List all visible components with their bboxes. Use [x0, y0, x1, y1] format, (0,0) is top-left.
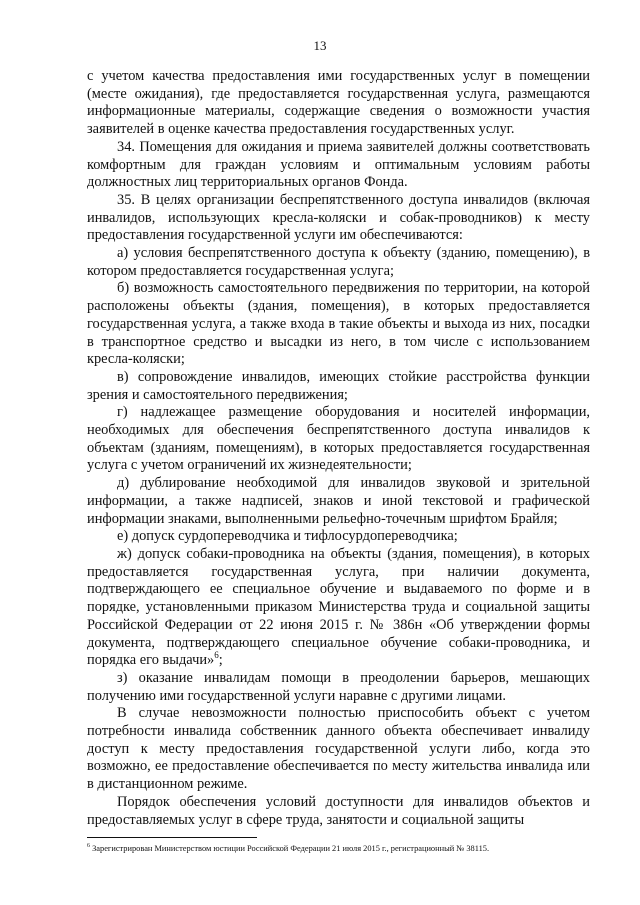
- paragraph: Порядок обеспечения условий доступности для инвалидов объектов и предоставляемых услуг в сфере труда, занятости и социальной защиты: [87, 793, 590, 828]
- footnote: [87, 843, 590, 854]
- paragraph: с учетом качества предоставления ими государственных услуг в помещении (месте ожидания), где предоставляется государственная услуга, размещаются информационные материалы, содержащие сведения о возможности участия заявителей в оценке качества предоставления государственных услуг.: [87, 68, 590, 138]
- subitem-zh: [87, 546, 590, 670]
- paragraph: В случае невозможности полностью приспособить объект с учетом потребности инвалида собственник данного объекта обеспечивает инвалиду доступ к месту предоставления государственной услуги либо, когда это возможно, ее предоставление обеспечивается по месту жительства инвалида или в дистанционном режиме.: [87, 705, 590, 793]
- footnote-text: Зарегистрирован Министерством юстиции Российской Федерации 21 июля 2015 г., регистрационный № 38115.: [92, 844, 490, 853]
- subitem-zh-suffix: ;: [218, 652, 223, 669]
- footnote-marker: 6: [87, 843, 90, 850]
- page-number: 13: [313, 38, 327, 53]
- subitem-e: е) допуск сурдопереводчика и тифлосурдопереводчика;: [117, 528, 458, 545]
- subitem-v: в) сопровождение инвалидов, имеющих стойкие расстройства функции зрения и самостоятельного передвижения;: [87, 368, 590, 403]
- footnote-divider: [87, 837, 257, 838]
- subitem-g: г) надлежащее размещение оборудования и носителей информации, необходимых для обеспечения беспрепятственного доступа инвалидов к объектам (зданиям, помещениям), в которых предоставляется государственная услуга с учетом ограничений их жизнедеятельности;: [87, 404, 590, 474]
- paragraph-item-34: 34. Помещения для ожидания и приема заявителей должны соответствовать комфортным для граждан условиям и оптимальным условиям работы должностных лиц территориальных органов Фонда.: [87, 138, 590, 191]
- paragraph-item-35: 35. В целях организации беспрепятственного доступа инвалидов (включая инвалидов, использующих кресла-коляски и собак-проводников) к месту предоставления государственной услуги им обеспечиваются:: [87, 191, 590, 244]
- footnote-reference: 6: [214, 650, 219, 661]
- subitem-b: б) возможность самостоятельного передвижения по территории, на которой расположены объекты (здания, помещения), в которых предоставляется государственная услуга, а также входа в такие объекты и выхода из них, посадки в транспортное средство и высадки из него, в том числе с использованием кресла-коляски;: [87, 280, 590, 368]
- subitem-zh-text: ж) допуск собаки-проводника на объекты (здания, помещения), в которых предоставляется государственная услуга, при наличии документа, подтверждающего ее специальное обучение и выдаваемого по форме и в порядке, установленными приказом Министерства труда и социальной защиты Российской Федерации от 22 июня 2015 г. № 386н «Об утверждении формы документа, подтверждающего специальное обучение собаки-проводника, и порядка его выдачи»: [87, 545, 590, 669]
- subitem-d: д) дублирование необходимой для инвалидов звуковой и зрительной информации, а также надписей, знаков и иной текстовой и графической информации знаками, выполненными рельефно-точечным шрифтом Брайля;: [87, 475, 590, 527]
- subitem-a: а) условия беспрепятственного доступа к объекту (зданию, помещению), в котором предоставляется государственная услуга;: [87, 245, 590, 279]
- body-text: [87, 68, 590, 829]
- subitem-z: з) оказание инвалидам помощи в преодолении барьеров, мешающих получению ими государственной услуги наравне с другими лицами.: [87, 669, 590, 704]
